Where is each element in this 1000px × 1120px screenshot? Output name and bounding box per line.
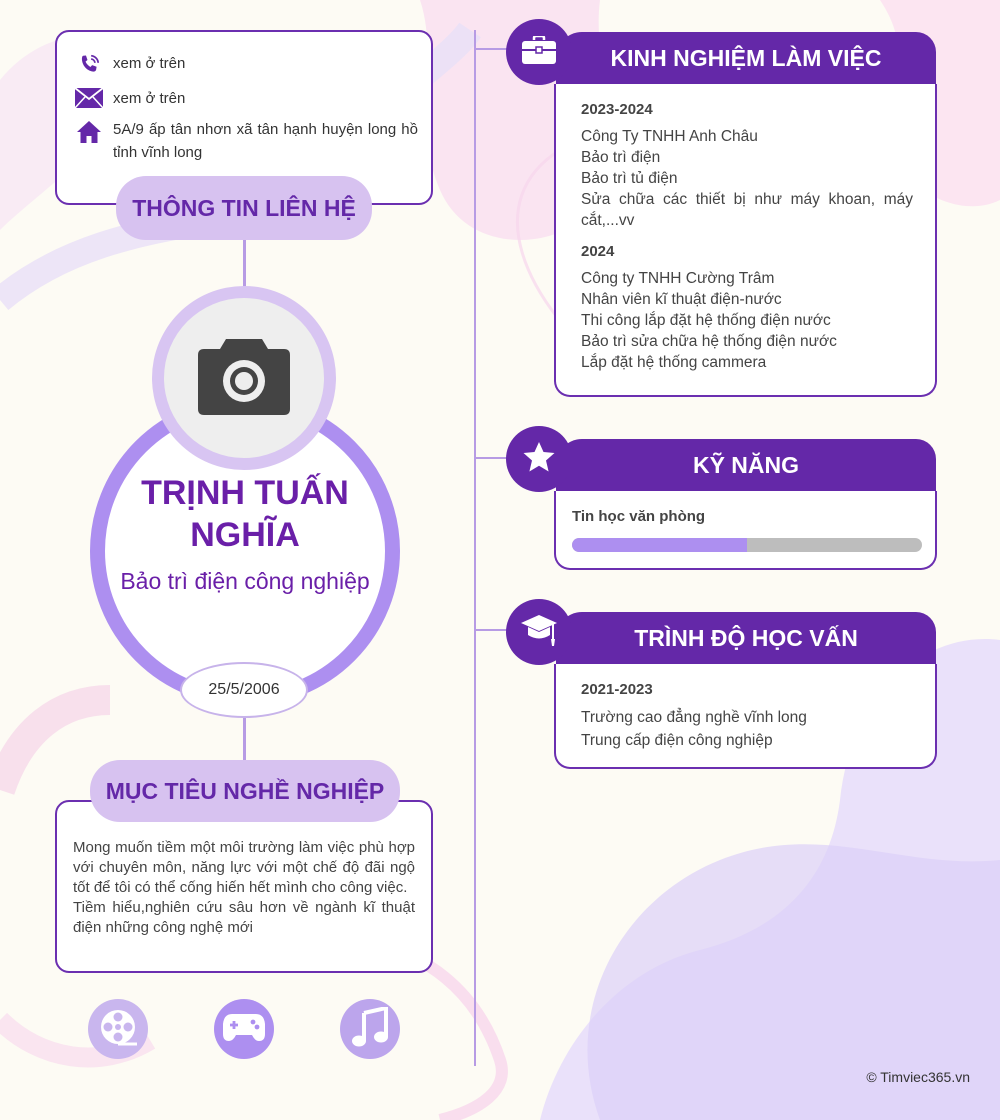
education-period: 2021-2023 xyxy=(581,681,653,698)
star-icon xyxy=(522,441,556,478)
experience-line: Bảo trì điện xyxy=(581,149,661,166)
experience-period: 2024 xyxy=(581,243,615,260)
gamepad-icon xyxy=(222,1012,266,1047)
career-goal-title: MỤC TIÊU NGHỀ NGHIỆP xyxy=(90,760,400,822)
candidate-name: TRỊNH TUẤN NGHĨA xyxy=(141,474,349,554)
candidate-job-title: Bảo trì điện công nghiệp xyxy=(120,568,370,594)
skills-header xyxy=(556,439,936,491)
envelope-icon xyxy=(73,87,105,109)
phone-icon xyxy=(73,52,105,78)
film-reel-icon xyxy=(98,1007,138,1052)
connector-line-bottom xyxy=(243,718,246,762)
footer-copyright: © Timviec365.vn xyxy=(866,1069,970,1085)
education-line: Trường cao đẳng nghề vĩnh long xyxy=(581,709,807,726)
skills-body xyxy=(554,491,937,570)
timeline-tick-experience xyxy=(476,48,510,50)
skill-name: Tin học văn phòng xyxy=(572,508,706,525)
contact-email-row xyxy=(73,87,185,110)
timeline-tick-skills xyxy=(476,457,510,459)
profile-photo[interactable] xyxy=(164,298,324,458)
date-of-birth: 25/5/2006 xyxy=(180,662,308,718)
briefcase-icon xyxy=(522,36,556,69)
connector-line-top xyxy=(243,240,246,290)
skill-level-fill xyxy=(572,538,747,552)
education-line: Trung cấp điện công nghiệp xyxy=(581,732,773,749)
experience-header xyxy=(556,32,936,84)
career-goal-box xyxy=(55,800,433,973)
hobby-film xyxy=(88,999,148,1059)
contact-address-row xyxy=(73,118,418,164)
contact-address: 5A/9 ấp tân nhơn xã tân hạnh huyện long hồ tỉnh vĩnh long xyxy=(113,121,418,161)
education-header xyxy=(556,612,936,664)
contact-section-title: THÔNG TIN LIÊN HỆ xyxy=(116,176,372,240)
education-title: TRÌNH ĐỘ HỌC VẤN xyxy=(634,624,858,651)
experience-body xyxy=(554,84,937,397)
experience-line: Công Ty TNHH Anh Châu xyxy=(581,128,758,145)
experience-line: Sửa chữa các thiết bị như máy khoan, máy cắt,...vv xyxy=(581,191,913,229)
hobby-games xyxy=(214,999,274,1059)
skills-badge xyxy=(506,426,572,492)
home-icon xyxy=(73,118,105,144)
contact-phone-row xyxy=(73,52,185,78)
experience-badge xyxy=(506,19,572,85)
hobby-music xyxy=(340,999,400,1059)
career-goal-text: Mong muốn tiềm một môi trường làm việc phù hợp với chuyên môn, năng lực với một chế độ đãi ngộ tốt để tôi có thể cống hiến hết mình cho công việc. Tiềm hiểu,nghiên cứu sâu hơn về ngành kĩ thuật điện những công nghệ mới xyxy=(73,839,415,936)
contact-phone: xem ở trên xyxy=(113,55,186,72)
experience-line: Nhân viên kĩ thuật điện-nước xyxy=(581,291,782,308)
education-body xyxy=(554,664,937,769)
skill-level-bar xyxy=(572,538,922,552)
experience-period: 2023-2024 xyxy=(581,101,653,118)
experience-title: KINH NGHIỆM LÀM VIỆC xyxy=(610,44,882,71)
experience-line: Bảo trì sửa chữa hệ thống điện nước xyxy=(581,333,837,350)
education-badge xyxy=(506,599,572,665)
camera-icon xyxy=(196,335,292,422)
music-icon xyxy=(351,1007,389,1052)
experience-line: Bảo trì tủ điện xyxy=(581,170,678,187)
timeline-line xyxy=(474,30,476,1066)
timeline-tick-education xyxy=(476,629,510,631)
experience-line: Công ty TNHH Cường Trâm xyxy=(581,270,775,287)
skills-title: KỸ NĂNG xyxy=(692,451,800,478)
graduation-cap-icon xyxy=(520,613,558,652)
experience-line: Lắp đặt hệ thống cammera xyxy=(581,354,767,371)
contact-email: xem ở trên xyxy=(113,90,186,107)
experience-line: Thi công lắp đặt hệ thống điện nước xyxy=(581,312,831,329)
